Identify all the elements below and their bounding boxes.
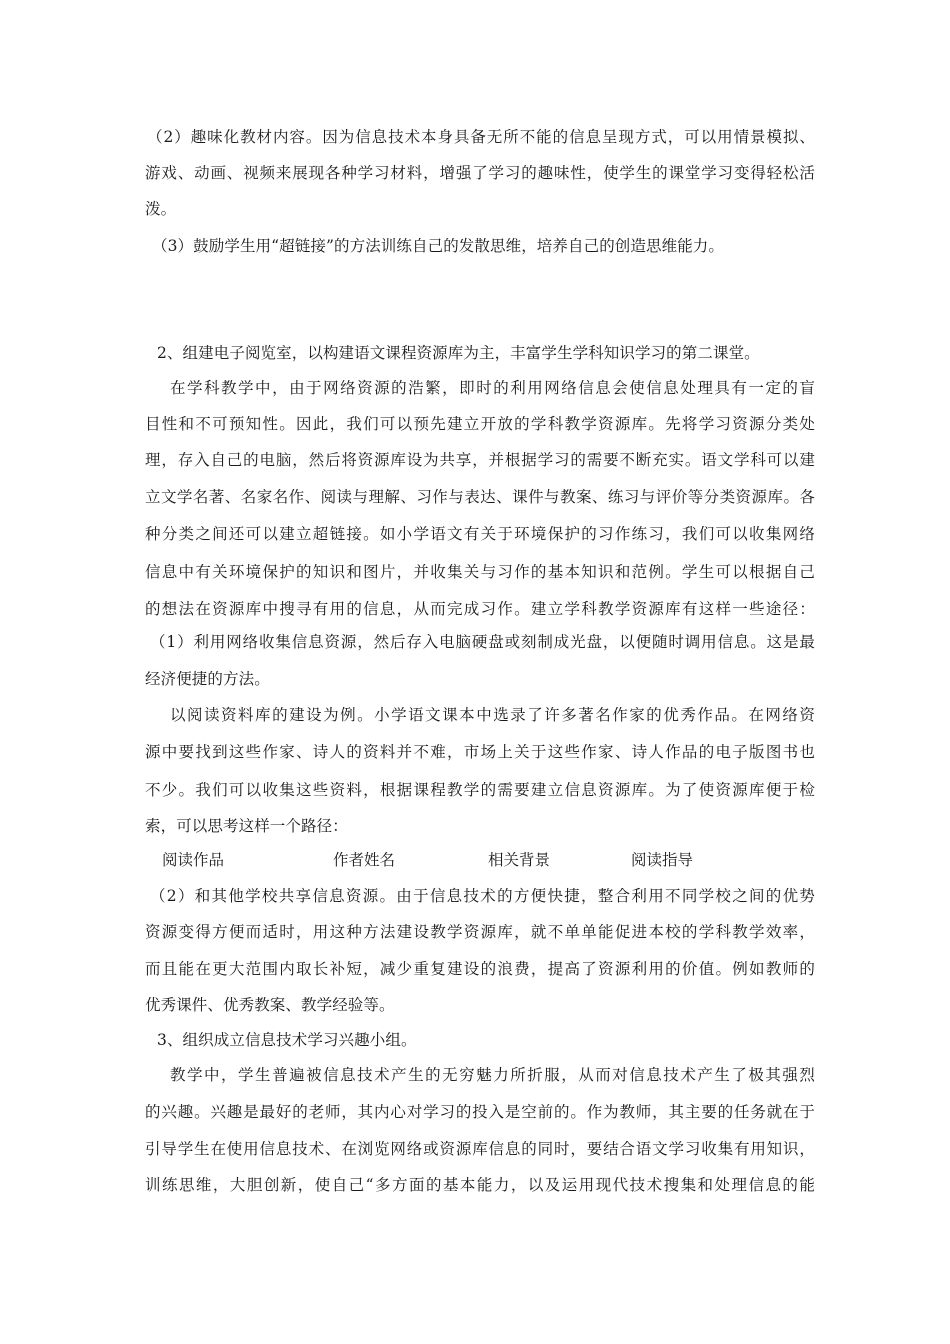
paragraph-line: 的兴趣。兴趣是最好的老师，其内心对学习的投入是空前的。作为教师，其主要的任务就在于: [145, 1103, 815, 1121]
path-row: [0, 850, 950, 872]
paragraph-line: 资源变得方便而适时，用这种方法建设教学资源库，就不单单能促进本校的学科教学效率，: [145, 923, 815, 941]
path-item: 阅读指导: [631, 851, 694, 869]
paragraph-line: 游戏、动画、视频来展现各种学习材料，增强了学习的趣味性，使学生的课堂学习变得轻松活: [145, 164, 815, 182]
paragraph-line: 源中要找到这些作家、诗人的资料并不难，市场上关于这些作家、诗人作品的电子版图书也: [145, 743, 815, 761]
paragraph-line: 目性和不可预知性。因此，我们可以预先建立开放的学科教学资源库。先将学习资源分类处: [145, 415, 815, 433]
paragraph-line: 优秀课件、优秀教案、教学经验等。: [145, 996, 395, 1014]
paragraph-line: 不少。我们可以收集这些资料，根据课程教学的需要建立信息资源库。为了使资源库便于检: [145, 781, 815, 799]
paragraph-line: 理，存入自己的电脑，然后将资源库设为共享，并根据学习的需要不断充实。语文学科可以建: [145, 451, 815, 469]
paragraph-line: （2）和其他学校共享信息资源。由于信息技术的方便快捷，整合利用不同学校之间的优势: [150, 887, 815, 905]
paragraph-line: 而且能在更大范围内取长补短，减少重复建设的浪费，提高了资源利用的价值。例如教师的: [145, 960, 815, 978]
paragraph-line: 训练思维，大胆创新，使自己“多方面的基本能力，以及运用现代技术搜集和处理信息的能: [145, 1176, 815, 1194]
paragraph-line: 的想法在资源库中搜寻有用的信息，从而完成习作。建立学科教学资源库有这样一些途径：: [145, 600, 815, 618]
paragraph-line: 泼。: [145, 200, 177, 218]
section-heading: 2、组建电子阅览室，以构建语文课程资源库为主，丰富学生学科知识学习的第二课堂。: [157, 344, 760, 362]
path-item: 相关背景: [488, 851, 551, 869]
paragraph-line: 信息中有关环境保护的知识和图片，并收集关与习作的基本知识和范例。学生可以根据自己: [145, 563, 815, 581]
paragraph-line: 立文学名著、名家名作、阅读与理解、习作与表达、课件与教案、练习与评价等分类资源库。各: [145, 488, 815, 506]
path-item: 阅读作品: [162, 851, 225, 869]
paragraph-line: （3）鼓励学生用“超链接”的方法训练自己的发散思维，培养自己的创造思维能力。: [152, 237, 725, 255]
path-item: 作者姓名: [333, 851, 396, 869]
paragraph-line: （1）利用网络收集信息资源，然后存入电脑硬盘或刻制成光盘，以便随时调用信息。这是最: [150, 633, 815, 651]
paragraph-line: 教学中，学生普遍被信息技术产生的无穷魅力所折服，从而对信息技术产生了极其强烈: [170, 1066, 815, 1084]
paragraph-line: 在学科教学中，由于网络资源的浩繁，即时的利用网络信息会使信息处理具有一定的盲: [170, 379, 815, 397]
paragraph-line: 引导学生在使用信息技术、在浏览网络或资源库信息的同时，要结合语文学习收集有用知识，: [145, 1140, 815, 1158]
paragraph-line: 索，可以思考这样一个路径：: [145, 817, 348, 835]
paragraph-line: 经济便捷的方法。: [145, 670, 270, 688]
paragraph-line: 以阅读资料库的建设为例。小学语文课本中选录了许多著名作家的优秀作品。在网络资: [170, 706, 815, 724]
paragraph-line: 种分类之间还可以建立超链接。如小学语文有关于环境保护的习作练习，我们可以收集网络: [145, 525, 815, 543]
paragraph-line: （2）趣味化教材内容。因为信息技术本身具备无所不能的信息呈现方式，可以用情景模拟、: [147, 128, 815, 146]
section-heading: 3、组织成立信息技术学习兴趣小组。: [157, 1031, 417, 1049]
